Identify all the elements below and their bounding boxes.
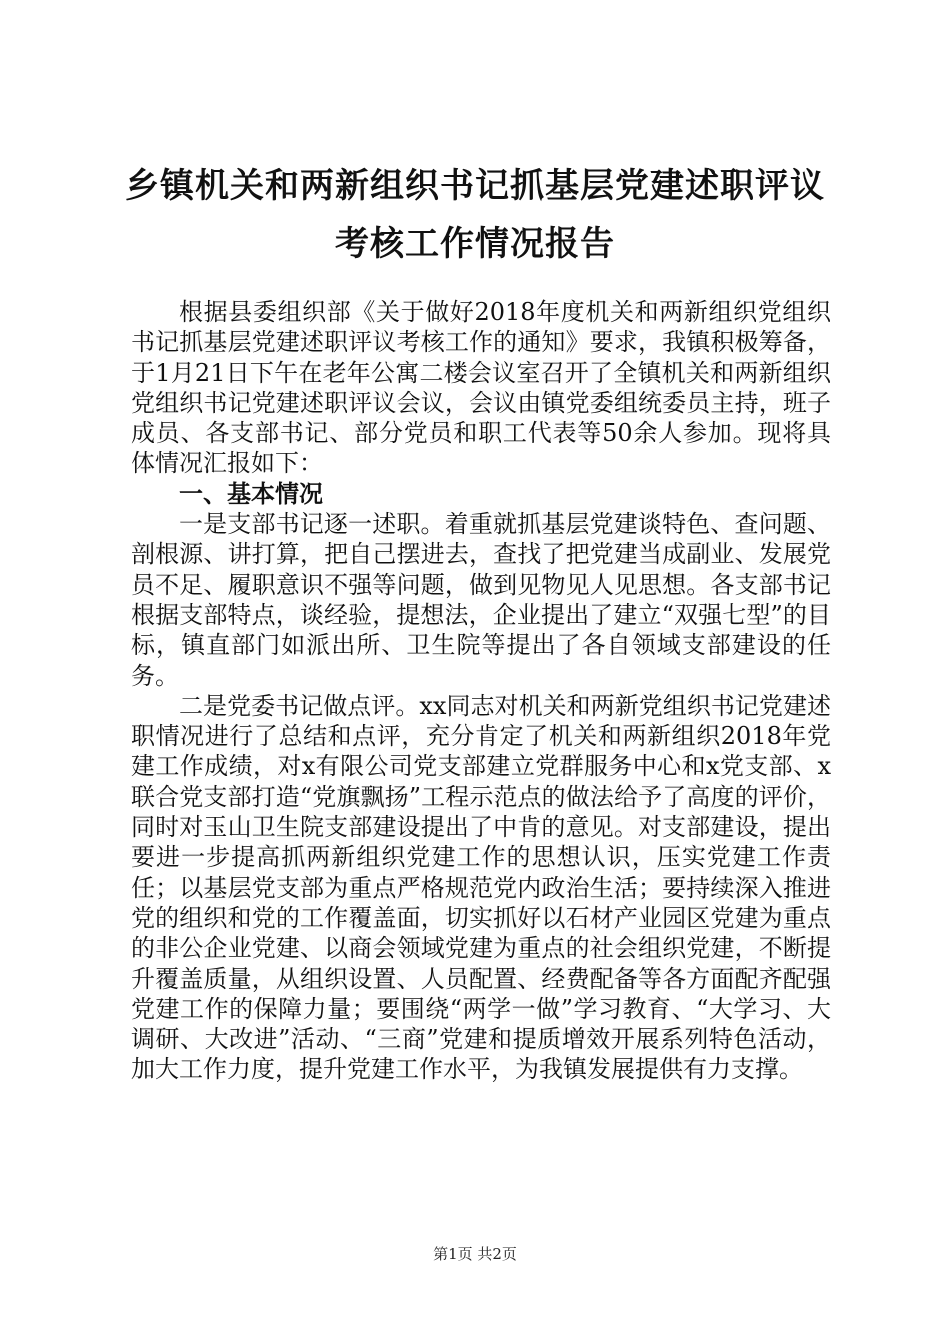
page-number-footer: 第1页 共2页: [433, 1245, 517, 1263]
body-paragraph: 一是支部书记逐一述职。着重就抓基层党建谈特色、查问题、剖根源、讲打算，把自己摆进去，查找了把党建当成副业、发展党员不足、履职意识不强等问题，做到见物见人见思想。各支部书记根据支部特点，谈经验，提想法，企业提出了建立“双强七型”的目标，镇直部门如派出所、卫生院等提出了各自领域支部建设的任务。: [131, 510, 831, 690]
section-heading: 一、基本情况: [179, 478, 323, 508]
intro-paragraph: 根据县委组织部《关于做好2018年度机关和两新组织党组织书记抓基层党建述职评议考核工作的通知》要求，我镇积极筹备，于1月21日下午在老年公寓二楼会议室召开了全镇机关和两新组织党组织书记党建述职评议会议，会议由镇党委组统委员主持，班子成员、各支部书记、部分党员和职工代表等50余人参加。现将具体情况汇报如下：: [131, 298, 831, 478]
document-body: [131, 297, 831, 1085]
document-title-line2: 考核工作情况报告: [335, 224, 615, 264]
body-paragraph: 二是党委书记做点评。xx同志对机关和两新党组织书记党建述职情况进行了总结和点评，充分肯定了机关和两新组织2018年党建工作成绩，对x有限公司党支部建立党群服务中心和x党支部、x联合党支部打造“党旗飘扬”工程示范点的做法给予了高度的评价，同时对玉山卫生院支部建设提出了中肯的意见。对支部建设，提出要进一步提高抓两新组织党建工作的思想认识，压实党建工作责任；以基层党支部为重点严格规范党内政治生活；要持续深入推进党的组织和党的工作覆盖面，切实抓好以石材产业园区党建为重点的非公企业党建、以商会领域党建为重点的社会组织党建，不断提升覆盖质量，从组织设置、人员配置、经费配备等各方面配齐配强党建工作的保障力量；要围绕“两学一做”学习教育、“大学习、大调研、大改进”活动、“三商”党建和提质增效开展系列特色活动，加大工作力度，提升党建工作水平，为我镇发展提供有力支撑。: [131, 691, 831, 1084]
document-title-line1: 乡镇机关和两新组织书记抓基层党建述职评议: [125, 166, 825, 206]
